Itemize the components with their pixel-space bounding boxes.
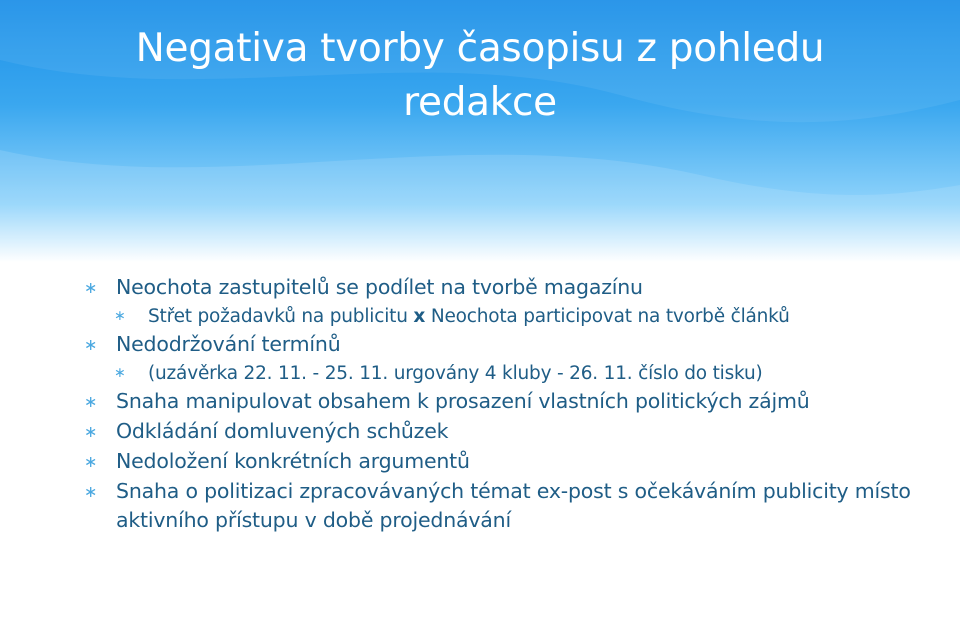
bullet-text: Snaha manipulovat obsahem k prosazení vlastních politických zájmů [116, 389, 810, 413]
sub-bullet-item [80, 361, 940, 386]
bullet-item [80, 447, 940, 476]
bullet-text: (uzávěrka 22. 11. - 25. 11. urgovány 4 kluby - 26. 11. číslo do tisku) [148, 363, 763, 384]
bullet-icon: ∗ [84, 335, 98, 354]
bullet-item [80, 417, 940, 446]
bullet-text-bold: x [413, 306, 426, 327]
bullet-text: Neochota participovat na tvorbě článků [425, 306, 790, 327]
slide-title-line-1: Negativa tvorby časopisu z pohledu [135, 26, 825, 71]
bullet-text: Neochota zastupitelů se podílet na tvorbě magazínu [116, 275, 643, 299]
bullet-icon: ∗ [84, 392, 98, 411]
bullet-icon: ∗ [114, 365, 126, 381]
bullet-item [80, 477, 940, 535]
bullet-text: Snaha o politizaci zpracovávaných témat ex-post s očekáváním publicity místo aktivního přístupu v době projednávání [116, 479, 911, 532]
bullet-icon: ∗ [84, 452, 98, 471]
bullet-icon: ∗ [84, 422, 98, 441]
bullet-icon: ∗ [84, 278, 98, 297]
bullet-item [80, 273, 940, 302]
bullet-icon: ∗ [84, 482, 98, 501]
bullet-text: Nedodržování termínů [116, 332, 341, 356]
bullet-list [80, 272, 940, 535]
bullet-item [80, 330, 940, 359]
bullet-icon: ∗ [114, 308, 126, 324]
bullet-text: Odkládání domluvených schůzek [116, 419, 449, 443]
sub-bullet-item [80, 304, 940, 329]
header-band [0, 0, 960, 262]
bullet-text: Střet požadavků na publicitu [148, 306, 414, 327]
slide-title [0, 22, 960, 130]
bullet-text: Nedoložení konkrétních argumentů [116, 449, 470, 473]
slide-title-line-2: redakce [403, 80, 557, 125]
bullet-item [80, 387, 940, 416]
